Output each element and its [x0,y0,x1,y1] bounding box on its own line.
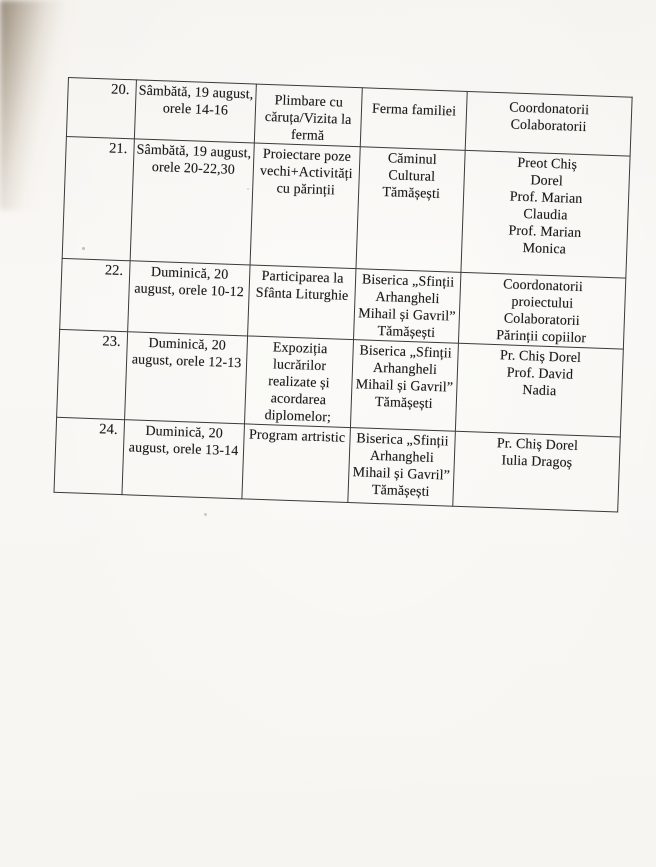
cell-coordinators: Pr. Chiș Dorel Iulia Dragoș [453,431,621,512]
cell-row-number: 20. [66,78,136,139]
cell-row-number: 24. [54,417,125,494]
schedule-table-wrap [53,77,632,512]
cell-coordinators: Coordonatorii proiectului Colaboratorii Părinții copiilor [458,272,625,349]
cell-location: Biserica „Sfinții Arhangheli Mihail și Gavril” Tămășești [354,269,461,344]
cell-location: Biserica „Sfinții Arhangheli Mihail și Gavril” Tămășești [350,340,458,432]
cell-row-number: 23. [57,329,128,419]
cell-activity: Program artristic [242,424,351,503]
cell-activity: Participarea la Sfânta Liturghie [248,265,356,340]
cell-row-number: 21. [62,136,134,260]
table-row-21 [62,136,630,278]
cell-location: Căminul Cultural Tămășești [356,147,465,273]
cell-row-number: 22. [60,258,130,331]
cell-activity: Proiectare poze vechi+Activități cu părinții [250,143,360,269]
cell-date-time: Duminică, 20 august, orele 13-14 [122,420,245,499]
cell-date-time: Duminică, 20 august, orele 12-13 [125,332,248,424]
cell-date-time: Sâmbătă, 19 august, orele 14-16 [134,80,256,143]
cell-coordinators: Preot Chiș Dorel Prof. Marian Claudia Prof. Marian Monica [461,150,630,278]
schedule-table [53,77,632,512]
cell-coordinators: Coordonatorii Colaboratorii [465,91,632,156]
cell-location: Ferma familiei [360,88,467,151]
cell-location: Biserica „Sfinții Arhangheli Mihail și Gavril” Tămășești [348,428,456,507]
cell-activity: Plimbare cu căruța/Vizita la fermă [254,84,362,147]
scan-speck [204,513,207,516]
cell-date-time: Sâmbătă, 19 august, orele 20-22,30 [130,139,254,265]
cell-date-time: Duminică, 20 august, orele 10-12 [128,261,250,336]
cell-coordinators: Pr. Chiș Dorel Prof. David Nadia [455,343,623,437]
cell-activity: Expoziția lucrărilor realizate și acordarea diplomelor; [245,336,354,428]
